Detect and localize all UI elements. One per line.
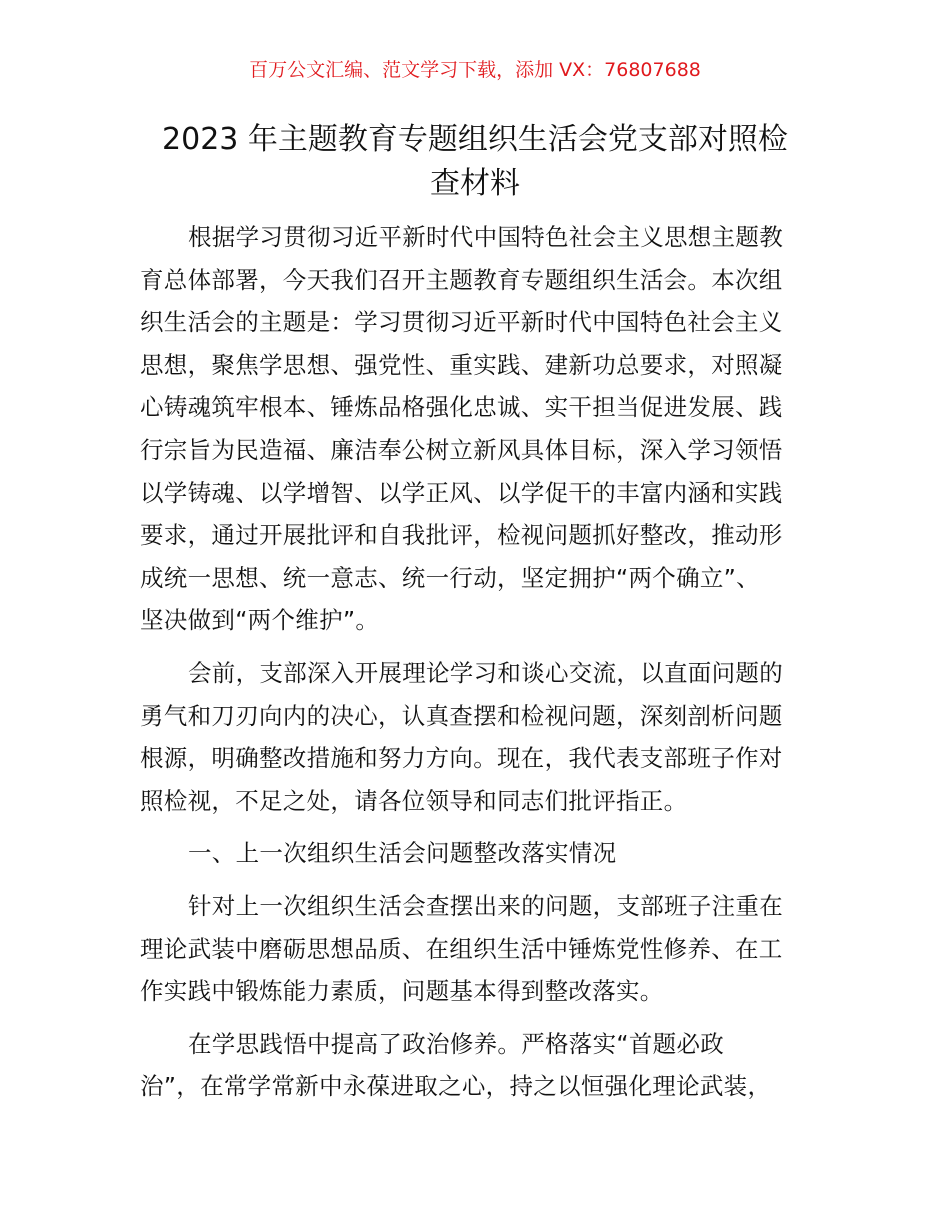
text-line: 作实践中锻炼能力素质，问题基本得到整改落实。 <box>140 977 664 1006</box>
paragraph-intro <box>140 216 820 642</box>
text-line: 治”，在常学常新中永葆进取之心，持之以恒强化理论武装， <box>140 1072 772 1101</box>
text-line: 坚决做到“两个维护”。 <box>140 606 380 635</box>
text-line: 勇气和刀刃向内的决心，认真查摆和检视问题，深刻剖析问题 <box>140 701 783 730</box>
text-line: 以学铸魂、以学增智、以学正风、以学促干的丰富内涵和实践 <box>140 478 783 507</box>
text-line: 照检视，不足之处，请各位领导和同志们批评指正。 <box>140 786 688 815</box>
text-line: 根源，明确整改措施和努力方向。现在，我代表支部班子作对 <box>140 744 783 773</box>
text-line: 育总体部署，今天我们召开主题教育专题组织生活会。本次组 <box>140 265 783 294</box>
document-title <box>0 118 950 206</box>
text-line: 思想，聚焦学思想、强党性、重实践、建新功总要求，对照凝 <box>140 350 783 379</box>
section-heading-1 <box>140 832 820 875</box>
text-line: 理论武装中磨砺思想品质、在组织生活中锤炼党性修养、在工 <box>140 934 783 963</box>
text-line: 心铸魂筑牢根本、锤炼品格强化忠诚、实干担当促进发展、践 <box>140 393 783 422</box>
watermark-banner: 百万公文汇编、范文学习下载，添加 VX：76807688 <box>249 59 701 81</box>
title-line: 2023 年主题教育专题组织生活会党支部对照检 <box>162 122 788 157</box>
text-line: 会前，支部深入开展理论学习和谈心交流，以直面问题的 <box>188 658 783 687</box>
text-line: 织生活会的主题是：学习贯彻习近平新时代中国特色社会主义 <box>140 308 783 337</box>
section-heading: 一、上一次组织生活会问题整改落实情况 <box>188 839 617 868</box>
paragraph-rectification <box>140 885 820 1013</box>
text-line: 成统一思想、统一意志、统一行动，坚定拥护“两个确立”、 <box>140 563 760 592</box>
document-body <box>140 216 820 1108</box>
text-line: 要求，通过开展批评和自我批评，检视问题抓好整改，推动形 <box>140 521 783 550</box>
paragraph-political-cultivation <box>140 1023 820 1108</box>
title-line: 查材料 <box>430 166 520 201</box>
text-line: 在学思践悟中提高了政治修养。严格落实“首题必政 <box>188 1029 725 1058</box>
text-line: 行宗旨为民造福、廉洁奉公树立新风具体目标，深入学习领悟 <box>140 435 783 464</box>
text-line: 根据学习贯彻习近平新时代中国特色社会主义思想主题教 <box>188 223 783 251</box>
text-line: 针对上一次组织生活会查摆出来的问题，支部班子注重在 <box>188 891 783 920</box>
paragraph-preparation <box>140 652 820 822</box>
